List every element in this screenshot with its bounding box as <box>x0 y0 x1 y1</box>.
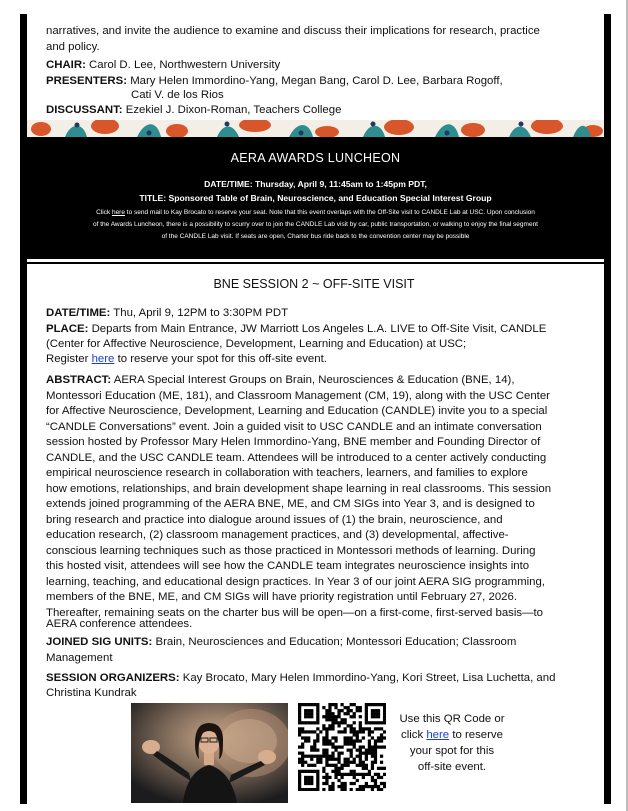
abstract-line: how emotions, relationships, and brain development shape learning in real classrooms. This session <box>46 482 552 495</box>
discussant-row <box>46 102 596 118</box>
session-place-label: PLACE: <box>46 323 89 335</box>
presenters-label: PRESENTERS: <box>46 75 128 87</box>
joined-value: Brain, Neurosciences and Education; Montessori Education; Classroom <box>155 636 517 648</box>
session-datetime <box>46 305 596 321</box>
abstract-line: members of the BNE, ME, and CM SIGs will have priority registration until February 27, 2026. <box>46 591 518 603</box>
session-place <box>46 321 596 337</box>
qr-caption-line: your spot for this <box>409 745 495 757</box>
session-place-value: Departs from Main Entrance, JW Marriott Los Angeles L.A. LIVE to Off-Site Visit, CANDLE <box>91 323 547 335</box>
left-border-bar <box>20 14 27 804</box>
awards-luncheon-panel <box>27 137 604 259</box>
joined-label: JOINED SIG UNITS: <box>46 636 153 648</box>
qr-caption-text: to reserve <box>449 729 503 741</box>
register-text: Register <box>46 353 92 365</box>
right-border-bar <box>604 14 611 804</box>
presenters-continuation: Cati V. de los Rios <box>131 89 224 101</box>
qr-caption-line: off-site event. <box>417 761 487 773</box>
presenters-value: Mary Helen Immordino-Yang, Megan Bang, Carol D. Lee, Barbara Rogoff, <box>130 75 503 87</box>
organizers-value: Kay Brocato, Mary Helen Immordino-Yang, Kori Street, Lisa Luchetta, and <box>182 672 556 684</box>
joined-units-line: Management <box>46 652 113 664</box>
discussant-label: DISCUSSANT: <box>46 104 123 116</box>
register-text: to reserve your spot for this off-site event. <box>114 353 327 365</box>
abstract-text: AERA Special Interest Groups on Brain, Neurosciences & Education (BNE, 14), <box>113 374 515 386</box>
qr-reserve-link[interactable]: here <box>426 729 450 741</box>
session-datetime-value: Thu, April 9, 12PM to 3:30PM PDT <box>113 307 289 319</box>
luncheon-datetime-label: DATE/TIME: <box>204 179 253 189</box>
intro-line: narratives, and invite the audience to examine and discuss their implications for research, practice <box>46 25 540 37</box>
qr-code-graphic <box>298 703 386 791</box>
discussant-value: Ezekiel J. Dixon-Roman, Teachers College <box>125 104 342 116</box>
luncheon-email-link[interactable]: here <box>111 209 125 216</box>
luncheon-title-row <box>27 193 604 203</box>
abstract-line: this hosted visit, attendees will see how the CANDLE team integrates neuroscience insights into <box>46 560 530 572</box>
chair-value: Carol D. Lee, Northwestern University <box>89 59 281 71</box>
session-organizers <box>46 670 596 686</box>
qr-caption-text: click <box>401 729 427 741</box>
note-text: to send mail to Kay Brocato to reserve your seat. Note that this event overlaps with the Off-Site visit to CANDLE Lab at USC. Upon conclusion <box>124 209 535 216</box>
joined-units <box>46 634 596 650</box>
pattern-graphic <box>27 120 604 137</box>
speaker-photo <box>131 703 288 803</box>
session-datetime-label: DATE/TIME: <box>46 307 111 319</box>
section-divider <box>27 262 604 264</box>
decorative-pattern-band <box>27 120 604 137</box>
abstract-line: “CANDLE Conversations” event. Join a guided visit to USC CANDLE and an intimate conversation <box>46 420 542 433</box>
note-text: Click <box>96 209 112 216</box>
qr-code[interactable] <box>298 703 386 791</box>
abstract-line: conscious learning techniques such as those practiced in Montessori methods of learning. During <box>46 544 536 557</box>
register-link[interactable]: here <box>91 353 115 365</box>
luncheon-title-value: Sponsored Table of Brain, Neuroscience, and Education Special Interest Group <box>168 193 492 203</box>
luncheon-title: AERA AWARDS LUNCHEON <box>230 151 401 165</box>
abstract-line: session hosted by Professor Mary Helen Immordino-Yang, BNE member and Founding Director of <box>46 436 541 448</box>
chair-row <box>46 57 596 73</box>
intro-line: and policy. <box>46 41 100 53</box>
luncheon-note-line: of the Awards Luncheon, there is a possibility to scurry over to join the CANDLE Lab visit by car, public transportation, or walking to enjoy the final segment <box>92 221 538 228</box>
qr-caption-line: Use this QR Code or <box>399 713 505 725</box>
abstract-first-line <box>46 372 596 388</box>
session-title: BNE SESSION 2 ~ OFF-SITE VISIT <box>213 277 415 291</box>
organizers-label: SESSION ORGANIZERS: <box>46 672 180 684</box>
luncheon-datetime <box>27 179 604 189</box>
session-register <box>46 351 596 367</box>
abstract-label: ABSTRACT: <box>46 374 112 386</box>
abstract-line: Thereafter, remaining seats on the charter bus will be open—on a first-come, first-served basis—to <box>46 606 543 619</box>
speaker-photo-graphic <box>131 703 288 803</box>
luncheon-datetime-value: Thursday, April 9, 11:45am to 1:45pm PDT, <box>255 179 427 189</box>
chair-label: CHAIR: <box>46 59 86 71</box>
abstract-line: CANDLE, and the USC CANDLE team. Attendees will be introduced to a center actively conducting <box>46 451 547 464</box>
abstract-line: empirical neuroscience research in collaboration with teachers, learners, and families to explore <box>46 467 528 479</box>
abstract-line: extends joined programming of the AERA BNE, ME, and CM SIGs into Year 3, and is designed to <box>46 498 535 510</box>
qr-caption-line <box>392 727 512 743</box>
abstract-line: education research, (2) classroom management practices, and (3) developmental, affective- <box>46 529 509 541</box>
qr-caption <box>392 711 512 775</box>
abstract-line: AERA conference attendees. <box>46 618 193 630</box>
abstract-line: learning, teaching, and educational design practices. In Year 3 of our joint AERA SIG programming, <box>46 575 545 588</box>
luncheon-note-line: of the CANDLE Lab visit. If seats are open, Charter bus ride back to the convention center may be possible <box>161 233 470 240</box>
abstract-line: Montessori Education (ME, 181), and Classroom Management (CM, 19), along with the USC Center <box>46 389 550 402</box>
luncheon-note-line <box>35 208 596 218</box>
abstract-line: bring research and practice into dialogue around issues of (1) the brain, neuroscience, and <box>46 513 503 526</box>
session-place-line: (Center for Affective Neuroscience, Development, Learning and Education) at USC; <box>46 338 467 350</box>
organizers-line: Christina Kundrak <box>46 687 137 699</box>
luncheon-title-label: TITLE: <box>139 193 167 203</box>
abstract-line: for Affective Neuroscience, Development, Learning and Education (CANDLE) invite you to a special <box>46 405 548 417</box>
